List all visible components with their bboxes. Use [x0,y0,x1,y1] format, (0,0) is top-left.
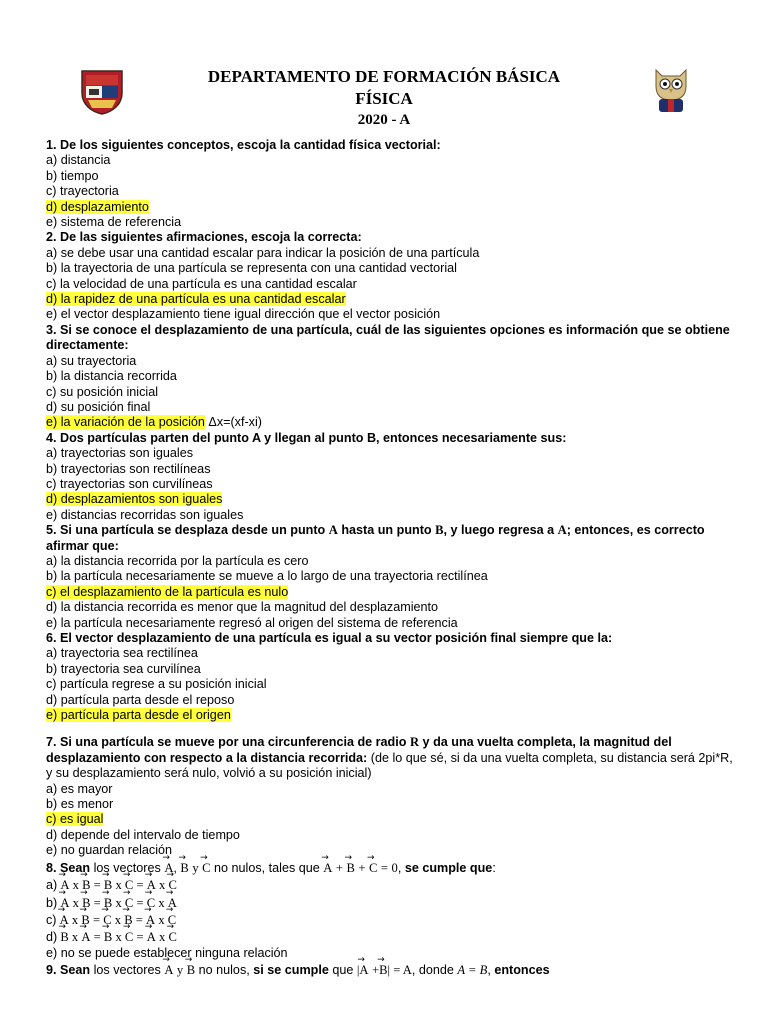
term-title: 2020 - A [357,112,411,128]
text: x [159,930,166,945]
question-2-title: 2. De las siguientes afirmaciones, escoja la correcta: [46,230,362,245]
text: x [159,878,166,893]
text: x [115,878,122,893]
question-1-title: 1. De los siguientes conceptos, escoja la cantidad física vectorial: [46,138,441,152]
question-3-option-b: b) la distancia recorrida [46,369,177,384]
question-6-option-b: b) trayectoria sea curvilínea [46,661,201,676]
vector-b: → B [180,859,188,876]
point-a-symbol: A [328,523,338,538]
question-1-option-d-highlighted: d) desplazamiento [46,199,149,214]
question-2-option-e: e) el vector desplazamiento tiene igual dirección que el vector posición [46,307,441,322]
question-6-option-e-highlighted: e) partícula parta desde el origen [46,708,231,723]
vector-c: → C [369,859,377,876]
text: | = A [387,963,412,978]
question-list [46,138,736,979]
vector-a: → A [359,961,368,978]
vector-b: → B [104,894,112,911]
question-4-option-e: e) distancias recorridas son iguales [46,507,244,522]
question-3-option-a: a) su trayectoria [46,353,137,368]
question-2-option-a: a) se debe usar una cantidad escalar para indicar la posición de una partícula [46,245,480,260]
question-7-title [46,735,736,781]
text: x [72,895,79,910]
text: = [136,878,144,893]
text: , donde [411,963,458,978]
text: = [93,930,101,945]
vector-c: → C [168,911,176,928]
text: = [136,930,144,945]
vector-a: → A [164,859,173,876]
spacer [46,723,736,735]
question-5-text-1: 5. Si una partícula se desplaza desde un punto [46,523,329,538]
text: x [71,912,79,927]
question-3-option-c: c) su posición inicial [46,384,158,399]
question-9-number: 9. Sean [46,963,91,978]
option-letter: a) [46,878,58,893]
vector-c: → C [147,894,155,911]
vector-c: → C [168,876,176,893]
question-7-text-1: 7. Si una partícula se mueve por una circunferencia de radio [46,735,410,750]
text: los vectores [90,860,165,875]
vector-a: → A [147,928,156,945]
vector-b: → B [124,911,132,928]
question-5-option-d: d) la distancia recorrida es menor que la magnitud del desplazamiento [46,600,439,615]
vector-c: → C [125,928,133,945]
text: x [115,895,122,910]
vector-a: → A [146,911,155,928]
text: x [71,930,79,945]
question-1-option-c: c) trayectoria [46,184,119,199]
question-6-option-c: c) partícula regrese a su posición inicial [46,677,267,692]
question-5-option-b: b) la partícula necesariamente se mueve a lo largo de una trayectoria rectilínea [46,569,488,584]
subject-title: FÍSICA [355,89,413,108]
text: | [356,963,360,978]
text: = [380,860,389,875]
text: los vectores [90,963,165,978]
vector-b: → B [82,894,90,911]
question-5-text-3: , y luego regresa a [443,523,558,538]
option-letter: c) [46,912,57,927]
vector-a: → A [60,876,69,893]
text: si se cumple [253,963,329,978]
text: : [492,860,496,875]
text: = [136,895,144,910]
point-b-symbol: B [435,523,444,538]
radius-symbol: R [409,735,420,750]
vector-c: → C [202,859,210,876]
question-2-option-b: b) la trayectoria de una partícula se representa con una cantidad vectorial [46,261,457,276]
text: , [173,860,177,875]
text: no nulos, [195,963,254,978]
question-7-option-c-highlighted: c) es igual [46,812,104,827]
text: A = B [457,963,488,978]
text: , [397,860,402,875]
question-4-option-b: b) trayectorias son rectilíneas [46,461,211,476]
vector-b: → B [187,961,195,978]
vector-c: → C [103,911,111,928]
department-title: DEPARTAMENTO DE FORMACIÓN BÁSICA [207,67,561,86]
text: que [328,963,357,978]
option-letter: d) [46,930,58,945]
vector-b: → B [346,859,354,876]
option-letter: b) [46,895,58,910]
vector-a: → A [323,859,332,876]
vector-b: → B [81,911,89,928]
question-3-option-d: d) su posición final [46,399,151,414]
question-7-option-e: e) no guardan relación [46,843,173,858]
question-4-option-a: a) trayectorias son iguales [46,446,193,461]
document-header [0,66,768,130]
text: y [176,963,184,978]
question-9-title [46,961,736,978]
question-6-title: 6. El vector desplazamiento de una partícula es igual a su vector posición final siempre que la: [46,631,613,645]
question-4-title: 4. Dos partículas parten del punto A y llegan al punto B, entonces necesariamente sus: [46,430,567,445]
question-5-option-c-highlighted: c) el desplazamiento de la partícula es nulo [46,584,289,599]
question-4-option-c: c) trayectorias son curvilíneas [46,476,213,491]
text: = [92,912,101,927]
vector-a: → A [168,894,177,911]
point-a-symbol-2: A [557,523,567,538]
vector-a: → A [147,876,156,893]
vector-a: → A [60,894,69,911]
text: entonces [494,963,550,978]
question-7-text-2: y da una vuelta completa, la magnitud del desplazamiento con respecto a la distancia recorrida: [46,735,672,765]
vector-b: → B [60,928,68,945]
question-7-option-b: b) es menor [46,797,114,812]
vector-b: → B [104,928,112,945]
question-5-option-a: a) la distancia recorrida por la partícula es cero [46,553,309,568]
question-5-text-2: hasta un punto [337,523,436,538]
text: x [158,895,165,910]
question-6-option-d: d) partícula parta desde el reposo [46,692,235,707]
text: se cumple que [404,860,493,875]
question-2-option-c: c) la velocidad de una partícula es una cantidad escalar [46,276,357,291]
vector-c: → C [125,876,133,893]
text: + [335,860,343,875]
vector-b: → B [379,961,387,978]
text: x [115,930,122,945]
text: , [487,963,491,978]
question-8-option-e: e) no se puede establecer ninguna relación [46,945,288,960]
question-3-title: 3. Si se conoce el desplazamiento de una partícula, cuál de las siguientes opciones es información que se obtiene directamente: [46,322,730,353]
vector-b: → B [104,876,112,893]
question-3-option-e-highlighted: e) la variación de la posición [46,415,205,430]
text: = [93,895,101,910]
text: x [114,912,122,927]
question-8-number: 8. Sean [46,860,91,875]
text: 0 [391,860,398,875]
question-5-title [46,523,736,554]
vector-a: → A [60,911,69,928]
text: y [192,860,199,875]
question-7-option-d: d) depende del intervalo de tiempo [46,827,240,842]
question-6-option-a: a) trayectoria sea rectilínea [46,646,198,661]
text: = [135,912,143,927]
question-1-option-a: a) distancia [46,153,111,168]
question-1-option-e: e) sistema de referencia [46,215,182,230]
question-7-note: (de lo que sé, si da una vuelta completa, su distancia será 2pi*R, y su desplazamiento será nulo, volvió a su posición inicial) [46,750,733,781]
text: x [158,912,165,927]
text: no nulos, tales que [210,860,324,875]
question-4-option-d-highlighted: d) desplazamientos son iguales [46,492,223,507]
vector-a: → A [164,961,173,978]
question-3-note: Δx=(xf-xi) [204,415,262,430]
text: + [372,963,380,978]
vector-a: → A [81,928,90,945]
question-2-option-d-highlighted: d) la rapidez de una partícula es una cantidad escalar [46,292,346,307]
vector-c: → C [125,894,133,911]
question-5-option-e: e) la partícula necesariamente regresó al origen del sistema de referencia [46,615,458,630]
question-5-text-4: ; entonces, es correcto afirmar que: [46,523,705,553]
question-8-option-d [46,928,736,945]
vector-b: → B [82,876,90,893]
text: + [358,860,366,875]
question-7-option-a: a) es mayor [46,781,113,796]
vector-c: → C [168,928,176,945]
text: x [72,878,79,893]
text: = [93,878,101,893]
question-1-option-b: b) tiempo [46,168,99,183]
